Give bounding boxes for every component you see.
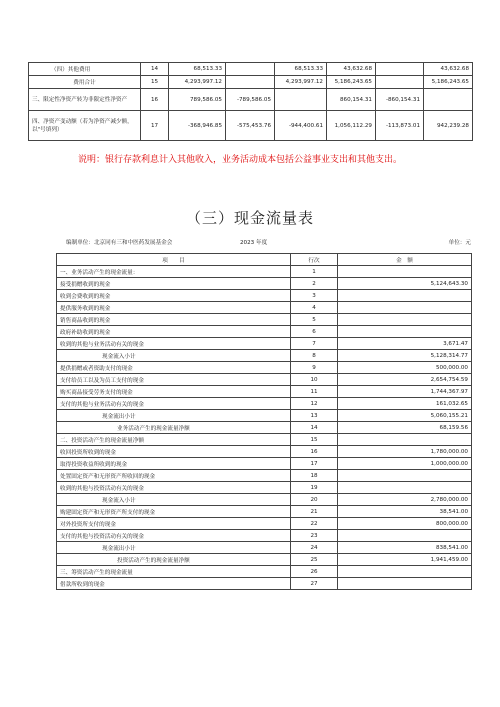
row-number: 20 <box>291 494 338 506</box>
cell-value <box>226 63 275 76</box>
row-number: 25 <box>291 554 338 566</box>
row-amount <box>338 290 472 302</box>
cell-value <box>275 89 327 111</box>
cell-value: 789,586.05 <box>169 89 226 111</box>
table-row <box>57 362 472 374</box>
row-amount <box>338 314 472 326</box>
cash-flow-body <box>57 266 472 590</box>
row-item: 销售商品收到的现金 <box>57 314 291 326</box>
row-number: 15 <box>291 434 338 446</box>
table-row <box>57 506 472 518</box>
table-row <box>57 302 472 314</box>
explanatory-note: 说明：银行存款利息计入其他收入，业务活动成本包括公益事业支出和其他支出。 <box>78 155 403 165</box>
activity-statement-table <box>28 62 473 141</box>
row-number: 21 <box>291 506 338 518</box>
cell-value: -113,873.01 <box>376 111 424 141</box>
row-amount <box>338 302 472 314</box>
table-row <box>57 578 472 590</box>
row-amount: 5,060,155.21 <box>338 410 472 422</box>
table-row <box>57 422 472 434</box>
table-row <box>57 326 472 338</box>
row-number: 8 <box>291 350 338 362</box>
row-amount: 161,032.65 <box>338 398 472 410</box>
row-number: 27 <box>291 578 338 590</box>
row-number: 4 <box>291 302 338 314</box>
table-row <box>57 410 472 422</box>
table-row <box>57 566 472 578</box>
row-item: 现金流入小计 <box>57 350 291 362</box>
table-row <box>57 518 472 530</box>
row-number: 11 <box>291 386 338 398</box>
row-number: 15 <box>141 76 169 89</box>
row-amount <box>338 266 472 278</box>
cell-value: 5,186,243.65 <box>327 76 376 89</box>
table-row <box>57 554 472 566</box>
row-number: 13 <box>291 410 338 422</box>
cell-value: -368,946.85 <box>169 111 226 141</box>
row-amount <box>338 482 472 494</box>
row-item: 政府补助收到的现金 <box>57 326 291 338</box>
table-row <box>57 350 472 362</box>
row-item: 取得投资收益所收到的现金 <box>57 458 291 470</box>
row-amount: 2,780,000.00 <box>338 494 472 506</box>
row-item: 收回投资所收到的现金 <box>57 446 291 458</box>
row-item: 支付的其他与投资活动有关的现金 <box>57 530 291 542</box>
cell-value: 4,293,997.12 <box>275 76 327 89</box>
row-item: 一、业务活动产生的现金流量： <box>57 266 291 278</box>
row-number: 14 <box>291 422 338 434</box>
table-row <box>57 374 472 386</box>
row-number: 16 <box>141 89 169 111</box>
row-amount: 38,541.00 <box>338 506 472 518</box>
row-number: 12 <box>291 398 338 410</box>
table-row <box>57 314 472 326</box>
table-row <box>57 482 472 494</box>
row-item: 现金流出小计 <box>57 542 291 554</box>
table-row <box>29 63 473 76</box>
cell-value: -575,453.76 <box>226 111 275 141</box>
table-row <box>57 494 472 506</box>
table-row <box>29 89 473 111</box>
row-amount: 1,780,000.00 <box>338 446 472 458</box>
row-amount: 800,000.00 <box>338 518 472 530</box>
row-number: 19 <box>291 482 338 494</box>
table-row <box>57 398 472 410</box>
unit-name: 编制单位：北京同有三和中医药发展基金会 <box>66 240 173 246</box>
table-row <box>57 386 472 398</box>
cell-value: 4,293,997.12 <box>169 76 226 89</box>
row-amount: 838,541.00 <box>338 542 472 554</box>
row-number: 9 <box>291 362 338 374</box>
row-item: 收到会费收到的现金 <box>57 290 291 302</box>
row-item: 现金流出小计 <box>57 410 291 422</box>
row-amount <box>338 470 472 482</box>
row-amount <box>338 530 472 542</box>
row-item: 二、投资活动产生的现金流量净额 <box>57 434 291 446</box>
row-item: 收到的其他与投资活动有关的现金 <box>57 482 291 494</box>
cell-value: 43,632.68 <box>424 63 473 76</box>
row-amount <box>338 326 472 338</box>
cell-value: 1,056,112.29 <box>327 111 376 141</box>
row-amount: 5,124,643.30 <box>338 278 472 290</box>
row-amount: 1,941,459.00 <box>338 554 472 566</box>
row-number: 17 <box>291 458 338 470</box>
row-label: 费用合计 <box>29 76 141 89</box>
cell-value <box>376 63 424 76</box>
table-header-row <box>57 254 472 266</box>
table-row <box>29 76 473 89</box>
cell-value: 68,513.33 <box>275 63 327 76</box>
row-item: 支付给员工以及为员工支付的现金 <box>57 374 291 386</box>
row-item: 现金流入小计 <box>57 494 291 506</box>
row-label: （四）其他费用 <box>29 63 141 76</box>
row-item: 借款所收到的现金 <box>57 578 291 590</box>
cell-value: 68,513.33 <box>169 63 226 76</box>
row-number: 17 <box>141 111 169 141</box>
table-row <box>57 290 472 302</box>
cell-value: -860,154.31 <box>376 89 424 111</box>
row-number: 18 <box>291 470 338 482</box>
table-row <box>57 530 472 542</box>
row-number: 14 <box>141 63 169 76</box>
row-item: 处置固定资产和无形资产所收回的现金 <box>57 470 291 482</box>
cell-value: 860,154.31 <box>327 89 376 111</box>
row-label: 三、限定性净资产转为非限定性净资产 <box>29 89 141 111</box>
header-no: 行次 <box>291 254 338 266</box>
row-number: 24 <box>291 542 338 554</box>
currency-unit: 单位：元 <box>448 240 471 246</box>
cell-value <box>376 76 424 89</box>
row-amount <box>338 434 472 446</box>
row-number: 5 <box>291 314 338 326</box>
table-row <box>57 446 472 458</box>
row-number: 2 <box>291 278 338 290</box>
row-label: 四、净资产变动额（若为净资产减少额，以"号填列） <box>29 111 141 141</box>
row-number: 3 <box>291 290 338 302</box>
row-item: 投资活动产生的现金流量净额 <box>57 554 291 566</box>
row-number: 26 <box>291 566 338 578</box>
page-title: （三）现金流量表 <box>185 209 314 227</box>
table-row <box>57 266 472 278</box>
header-amount: 金 额 <box>338 254 472 266</box>
row-item: 对外投资所支付的现金 <box>57 518 291 530</box>
row-number: 10 <box>291 374 338 386</box>
row-item: 支付的其他与业务活动有关的现金 <box>57 398 291 410</box>
table-row <box>57 470 472 482</box>
cell-value <box>424 89 473 111</box>
row-amount <box>338 566 472 578</box>
row-amount: 5,128,314.77 <box>338 350 472 362</box>
fiscal-year: 2023 年度 <box>240 240 268 246</box>
row-item: 收到的其他与业务活动有关的现金 <box>57 338 291 350</box>
table-row <box>57 434 472 446</box>
row-item: 购买商品接受劳务支付的现金 <box>57 386 291 398</box>
cell-value: -944,400.61 <box>275 111 327 141</box>
row-amount <box>338 578 472 590</box>
cell-value: 942,239.28 <box>424 111 473 141</box>
cell-value: -789,586.05 <box>226 89 275 111</box>
header-item: 项 目 <box>57 254 291 266</box>
row-item: 业务活动产生的现金流量净额 <box>57 422 291 434</box>
row-item: 提供服务收到的现金 <box>57 302 291 314</box>
row-number: 22 <box>291 518 338 530</box>
row-item: 三、筹资活动产生的现金流量 <box>57 566 291 578</box>
table-row <box>57 542 472 554</box>
table-row <box>57 458 472 470</box>
cell-value: 43,632.68 <box>327 63 376 76</box>
row-number: 23 <box>291 530 338 542</box>
table-row <box>29 111 473 141</box>
row-item: 提供捐赠或者资助支付的现金 <box>57 362 291 374</box>
cash-flow-table <box>56 253 472 590</box>
row-item: 购建固定资产和无形资产所支付的现金 <box>57 506 291 518</box>
row-amount: 500,000.00 <box>338 362 472 374</box>
row-amount: 68,159.56 <box>338 422 472 434</box>
row-amount: 2,654,754.59 <box>338 374 472 386</box>
row-amount: 3,671.47 <box>338 338 472 350</box>
row-number: 7 <box>291 338 338 350</box>
row-number: 16 <box>291 446 338 458</box>
cell-value: 5,186,243.65 <box>424 76 473 89</box>
row-number: 6 <box>291 326 338 338</box>
row-item: 接受捐赠收到的现金 <box>57 278 291 290</box>
table-row <box>57 278 472 290</box>
row-number: 1 <box>291 266 338 278</box>
row-amount: 1,744,367.97 <box>338 386 472 398</box>
cell-value <box>226 76 275 89</box>
row-amount: 1,000,000.00 <box>338 458 472 470</box>
table-row <box>57 338 472 350</box>
